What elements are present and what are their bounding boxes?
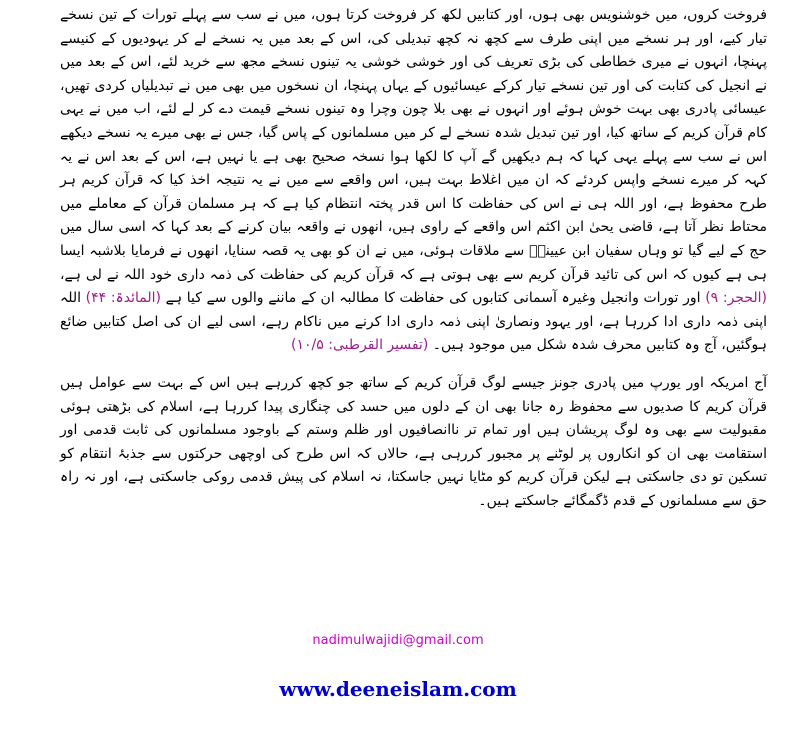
- paragraph-1-text-a: فروخت کروں، میں خوشنویس بھی ہوں، اور کتابیں لکھ کر فروخت کرتا ہوں، میں نے سب سے پہلے تورات کے تین نسخے تیار کیے، اور ہر نسخے میں اپنی طرف سے کچھ نہ کچھ تبدیلی کی، اس کے بعد میں یہ نسخے لے کر یہودیوں کے کنیسے پہنچا، انہوں نے میری خطاطی کی بڑی تعریف کی اور خوشی خوشی یہ تینوں نسخے مجھ سے خرید لئے، اس کے بعد میں نے انجیل کی کتابت کی اور تین نسخے تیار کرکے عیسائیوں کے یہاں پہنچا، ان نسخوں میں بھی میں نے تبدیلیاں کردی تھیں، عیسائی پادری بھی بہت خوش ہوئے اور انہوں نے بھی بلا چون وچرا وہ تینوں نسخے قیمت دے کر لے لئے، اب میں نے یہی کام قرآن کریم کے ساتھ کیا، اور تین تبدیل شدہ نسخے لے کر میں مسلمانوں کے پاس گیا، جس نے بھی میرے یہ نسخے دیکھے اس نے سب سے پہلے یہی کہا کہ ہم دیکھیں گے آپ کا لکھا ہوا نسخہ صحیح بھی ہے یا نہیں ہے، اس کے بعد اس نے یہ کہہ کر میرے نسخے واپس کردئے کہ ان میں اغلاط بہت ہیں، اس واقعے سے میں نے یہ نتیجہ اخذ کیا کہ قرآن کریم ہر طرح محفوظ ہے، اور اللہ ہی نے اس کی حفاظت کا اس قدر پختہ انتظام کیا ہے کہ ہر مسلمان قرآن کے معاملے میں محتاط نظر آتا ہے، قاضی یحیٰ ابن اکثم اس واقعے کے راوی ہیں، انھوں نے واقعہ بیان کرنے کے بعد کہا کہ اسی سال میں حج کے لیے گیا تو وہاں سفیان ابن عیینہؒ سے ملاقات ہوئی، میں نے ان کو بھی یہ قصہ سنایا، انھوں نے فرمایا بلاشبہ ایسا ہی ہے کیوں کہ اس کی تائید قرآن کریم سے بھی ہوتی ہے کہ قرآن کریم کی حفاظت کی ذمہ داری خود اللہ نے لی ہے،: [60, 7, 767, 283]
- reference-al-hijr: (الحجر: ۹): [705, 290, 767, 307]
- reference-al-maidah: (المائدۃ: ۴۴): [85, 290, 161, 307]
- paragraph-1: [60, 4, 767, 358]
- author-email[interactable]: nadimulwajidi@gmail.com: [312, 633, 484, 648]
- paragraph-2: آج امریکہ اور یورپ میں پادری جونز جیسے لوگ قرآن کریم کے ساتھ جو کچھ کررہے ہیں اس کے بہت سے عوامل ہیں قرآن کریم کا صدیوں سے محفوظ رہ جانا بھی ان کے دلوں میں حسد کی چنگاری پیدا کررہا ہے، اسلام کی بڑھتی ہوئی مقبولیت سے بھی وہ لوگ پریشان ہیں اور تمام تر ناانصافیوں اور ظلم وستم کے باوجود مسلمانوں کی ثابت قدمی اور استقامت بھی ان کو انکاروں پر لوٹنے پر مجبور کررہی ہے، حالاں کہ اس طرح کی اوچھی حرکتوں سے جذبۂ انتقام کو تسکین تو دی جاسکتی ہے لیکن قرآن کریم کو مٹایا نہیں جاسکتا، نہ اسلام کی پیش قدمی روکی جاسکتی ہے، اور نہ راہ حق سے مسلمانوں کے قدم ڈگمگائے جاسکتے ہیں۔: [60, 374, 767, 509]
- reference-tafsir-qurtubi: (تفسیر القرطبی: ۱۰/۵): [291, 337, 429, 354]
- paragraph-1-text-b: اور تورات وانجیل وغیرہ آسمانی کتابوں کی حفاظت کا مطالبہ ان کے ماننے والوں سے کیا ہے: [160, 290, 706, 307]
- article-body: [60, 4, 767, 513]
- paragraph-1-text-c: اللہ اپنی ذمہ داری ادا کررہا ہے، اور یہود ونصاریٰ اپنی ذمہ داری ادا کرنے میں ناکام رہے، اسی لیے ان کی اصل کتابیں ضائع ہوگئیں، آج وہ کتابیں محرف شدہ شکل میں موجود ہیں۔: [60, 290, 767, 354]
- website-link[interactable]: www.deeneislam.com: [279, 677, 517, 701]
